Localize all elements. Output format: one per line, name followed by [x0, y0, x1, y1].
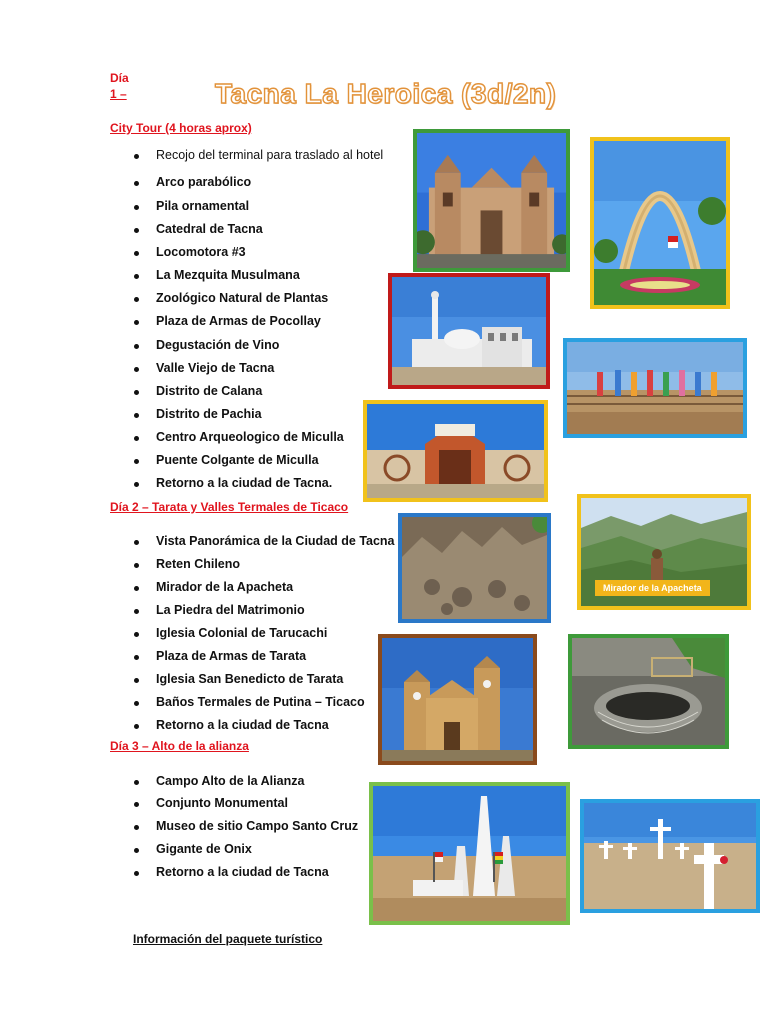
list-item: Campo Alto de la Alianza — [156, 774, 305, 788]
list-item: Retorno a la ciudad de Tacna — [156, 718, 329, 732]
list-item: Baños Termales de Putina – Ticaco — [156, 695, 365, 709]
mirador-caption: Mirador de la Apacheta — [595, 580, 710, 596]
list-item: Pila ornamental — [156, 199, 250, 213]
hot-springs-photo — [568, 634, 729, 749]
list-item: Conjunto Monumental — [156, 796, 288, 810]
list-item: Iglesia San Benedicto de Tarata — [156, 672, 344, 686]
campo-santo-cruz-photo — [580, 799, 760, 913]
list-item: Retorno a la ciudad de Tacna — [156, 865, 329, 879]
list-item: La Mezquita Musulmana — [156, 268, 300, 282]
list-item: Reten Chileno — [156, 557, 241, 571]
list-item: Retorno a la ciudad de Tacna. — [156, 476, 333, 490]
day1-heading: City Tour (4 horas aprox) — [110, 121, 252, 135]
mosque-photo — [388, 273, 550, 389]
day3-heading: Día 3 – Alto de la alianza — [110, 739, 249, 753]
list-item: Gigante de Onix — [156, 842, 252, 856]
list-item: Degustación de Vino — [156, 338, 280, 352]
mirador-apacheta-photo — [577, 494, 751, 610]
list-item: Distrito de Pachia — [156, 407, 262, 421]
alto-alianza-photo — [369, 782, 570, 925]
rock-valley-photo — [398, 513, 551, 623]
list-item: Recojo del terminal para traslado al hotel — [156, 148, 384, 162]
list-item: Catedral de Tacna — [156, 222, 263, 236]
arch-photo — [590, 137, 730, 309]
list-item: Zoológico Natural de Plantas — [156, 291, 329, 305]
list-item: Valle Viejo de Tacna — [156, 361, 275, 375]
day2-heading: Día 2 – Tarata y Valles Termales de Ticaco — [110, 500, 349, 514]
list-item: Plaza de Armas de Tarata — [156, 649, 307, 663]
list-item: Mirador de la Apacheta — [156, 580, 294, 594]
cathedral-photo — [413, 129, 570, 272]
list-item: Locomotora #3 — [156, 245, 246, 259]
suspension-bridge-photo — [563, 338, 747, 438]
list-item: Iglesia Colonial de Tarucachi — [156, 626, 328, 640]
miculla-photo — [363, 400, 548, 502]
package-info-heading: Información del paquete turístico — [133, 932, 323, 946]
page-title: Tacna La Heroica (3d/2n) — [215, 78, 557, 109]
list-item: Museo de sitio Campo Santo Cruz — [156, 819, 359, 833]
day-label-line2: 1 – — [110, 87, 127, 101]
list-item: La Piedra del Matrimonio — [156, 603, 305, 617]
list-item: Vista Panorámica de la Ciudad de Tacna — [156, 534, 395, 548]
list-item: Arco parabólico — [156, 175, 252, 189]
list-item: Plaza de Armas de Pocollay — [156, 314, 321, 328]
list-item: Puente Colgante de Miculla — [156, 453, 319, 467]
list-item: Centro Arqueologico de Miculla — [156, 430, 344, 444]
day-label-line1: Día — [110, 71, 129, 85]
list-item: Distrito de Calana — [156, 384, 263, 398]
tarata-church-photo — [378, 634, 537, 765]
day-label — [110, 70, 129, 102]
